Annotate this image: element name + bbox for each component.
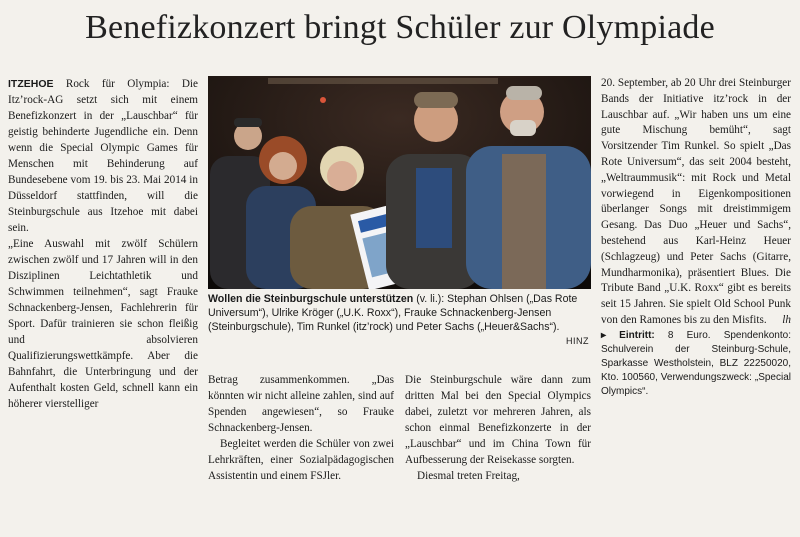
dateline: ITZEHOE (8, 78, 54, 90)
paragraph-quote: „Eine Auswahl mit zwölf Schülern zwischen zwölf und 17 Jahren will in den Disziplinen Leichtathletik und Schwimmen teilnehmen“, sagt Frauke Schnackenberg-Jensen, Fachlehrerin für Sport. Dafür trainieren sie schon fleißig und absolvieren Qualifizierungswettkämpfe. Aber die Bahnfahrt, die Unterbringung und der Aufenthalt kosten Geld, schnell kann ein höherer vierstelliger (8, 238, 198, 410)
paragraph-intro (8, 76, 198, 236)
author-signature: lh (782, 313, 791, 326)
admission-text: 8 Euro. Spendenkonto: Schulverein der Steinburg-Schule, Sparkasse Westholstein, BLZ 22250020, Kto. 100560, Verwendungszweck: „Special Olympics“. (601, 329, 791, 397)
caption-text: (v. li.): Stephan Ohlsen („Das Rote Universum“), Ulrike Kröger („U.K. Roxx“), Frauke Schnackenberg-Jensen (Steinburgschule), Tim Runkel (itz’rock) und Peter Sachs („Heuer&Sachs“). (208, 293, 578, 333)
paragraph-intro-text: Rock für Olympia: Die Itz’rock-AG setzt sich mit einem Benefizkonzert in der „Lauschbar“ für geistig behinderte Jugendliche ein. Denn wenn die Special Olympic Games für Menschen mit Behinderung auf Bundesebene vom 19. bis 23. Mai 2014 in Düsseldorf stattfinden, will die Steinburgschule aus Itzehoe mit dabei sein. (8, 78, 199, 234)
headline: Benefizkonzert bringt Schüler zur Olympiade (85, 9, 715, 46)
admission-info (601, 329, 791, 399)
photo-illustration (208, 76, 591, 289)
paragraph-escort: Begleitet werden die Schüler von zwei Lehrkräften, einer Sozialpädagogischen Assistentin und einem FSJler. (208, 438, 394, 482)
photo-caption (208, 292, 591, 346)
paragraph-amount: Betrag zusammenkommen. „Das könnten wir nicht alleine zahlen, sind auf Spenden angewiesen“, so Frauke Schnackenberg-Jensen. (208, 374, 394, 434)
article-column-3 (405, 372, 591, 484)
paragraph-history: Die Steinburgschule wäre dann zum dritten Mal bei den Special Olympics dabei, zuletzt vor mehreren Jahren, als schon einmal Benefizkonzerte in der „Lauschbar“ und im China Town für Aufbesserung der Reisekasse sorgten. (405, 374, 591, 466)
group-photo (208, 76, 591, 289)
admission-label: ▸ Eintritt: (601, 329, 655, 341)
caption-title: Wollen die Steinburgschule unterstützen (208, 293, 414, 305)
paragraph-concert-text: 20. September, ab 20 Uhr drei Steinburger Bands der Initiative itz’rock in der Lauschbar auf. „Wir haben uns um eine gute Mischung bemüht“, sagt Vorsitzender Tim Runkel. So spielt „Das Rote Universum“, das seit 2004 besteht, „Weltraummusik“: mit Rock und Metal vorwiegend in Eigenkompositionen überlanger Songs mit dreistimmigem Gesang. Das Duo „Heuer und Sachs“, bestehend aus Karl-Heinz Heuer (Schlagzeug) und Peter Sachs (Gitarre, Mundharmonika), präsentiert Blues. Die Tribute Band „U.K. Roxx“ gibt es bereits seit 15 Jahren. Sie spielt Old School Punk von den Ramones bis zu den Misfits. (601, 77, 791, 326)
article-column-2 (208, 372, 394, 484)
photo-credit: HINZ (566, 336, 589, 346)
article-column-1 (8, 76, 198, 412)
paragraph-friday: Diesmal treten Freitag, (417, 470, 520, 482)
article-column-4 (601, 76, 791, 399)
paragraph-concert (601, 76, 791, 329)
